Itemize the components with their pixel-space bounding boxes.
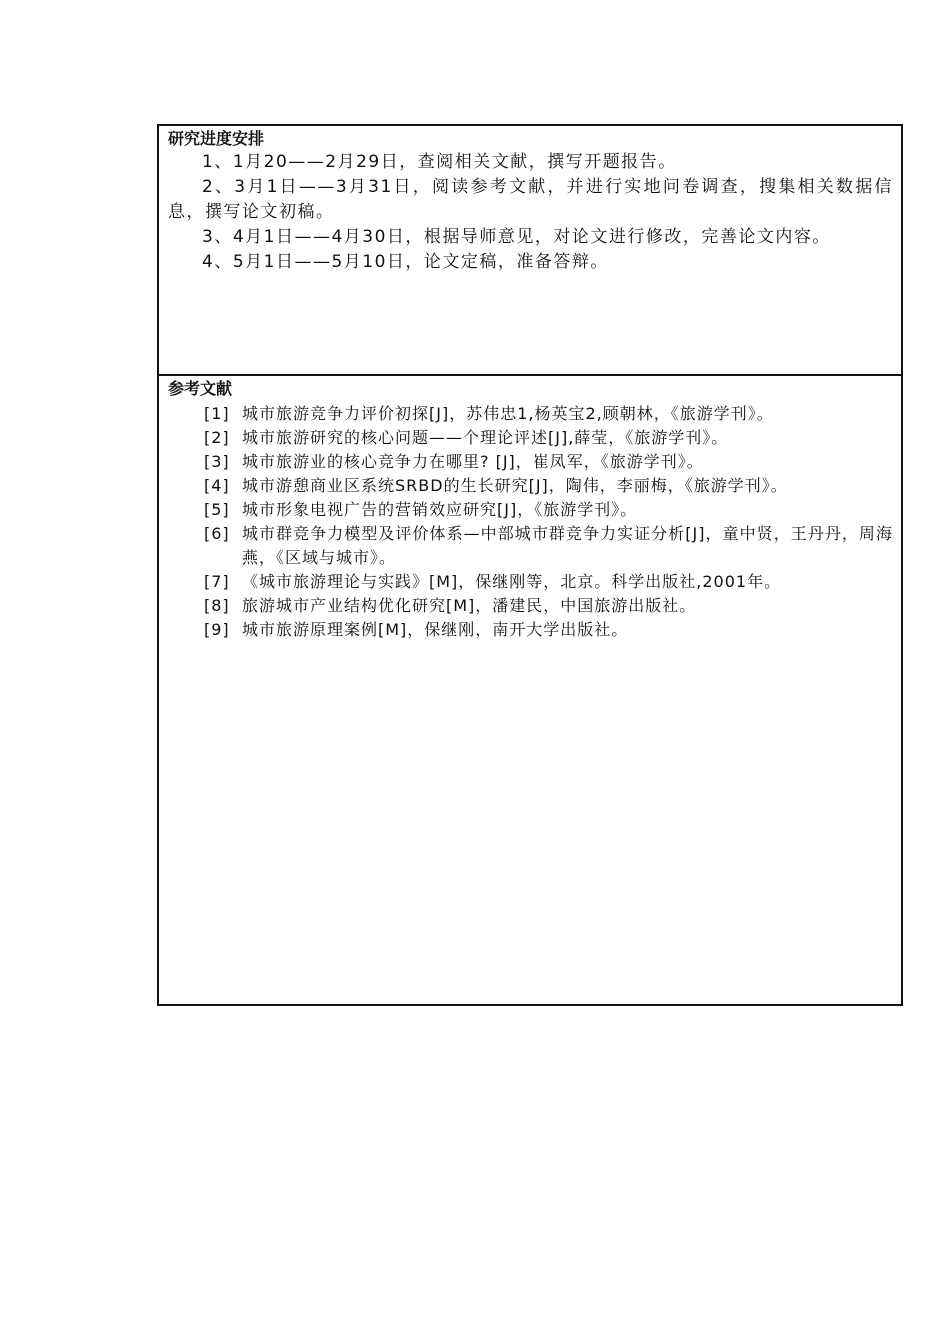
reference-text: 旅游城市产业结构优化研究[M]，潘建民，中国旅游出版社。 [242,596,697,615]
reference-number: [1] [204,404,230,423]
reference-text: 城市游憩商业区系统SRBD的生长研究[J]，陶伟，李丽梅，《旅游学刊》。 [242,476,788,495]
schedule-title: 研究进度安排 [168,129,265,148]
references-title: 参考文献 [168,379,233,398]
reference-text: 城市旅游原理案例[M]，保继刚，南开大学出版社。 [242,620,629,639]
schedule-section [159,126,901,376]
reference-number: [3] [204,452,230,471]
reference-text: 《城市旅游理论与实践》[M]，保继刚等，北京。科学出版社,2001年。 [242,572,782,591]
reference-item [168,474,893,498]
reference-item [168,402,893,426]
reference-text: 城市旅游竞争力评价初探[J]，苏伟忠1,杨英宝2,顾朝林，《旅游学刊》。 [242,404,774,423]
document-table [157,124,903,1006]
reference-number: [8] [204,596,230,615]
reference-item [168,450,893,474]
reference-text: 城市旅游业的核心竞争力在哪里? [J]，崔凤军，《旅游学刊》。 [242,452,704,471]
references-section [159,376,901,1004]
reference-number: [2] [204,428,230,447]
schedule-item: 4、5月1日——5月10日，论文定稿，准备答辩。 [202,252,609,272]
reference-item [168,498,893,522]
reference-number: [6] [204,524,230,543]
reference-number: [4] [204,476,230,495]
reference-item [168,426,893,450]
schedule-item: 1、1月20——2月29日，查阅相关文献，撰写开题报告。 [202,152,677,172]
schedule-item: 3、4月1日——4月30日，根据导师意见，对论文进行修改，完善论文内容。 [202,227,831,247]
reference-text: 城市旅游研究的核心问题——个理论评述[J],薛莹，《旅游学刊》。 [242,428,729,447]
reference-number: [9] [204,620,230,639]
reference-number: [7] [204,572,230,591]
reference-item [168,522,893,570]
reference-number: [5] [204,500,230,519]
reference-item [168,618,893,642]
reference-text: 城市群竞争力模型及评价体系—中部城市群竞争力实证分析[J]，童中贤，王丹丹，周海燕，《区域与城市》。 [242,524,893,567]
reference-text: 城市形象电视广告的营销效应研究[J]，《旅游学刊》。 [242,500,638,519]
reference-item [168,594,893,618]
reference-list [168,402,893,642]
reference-item [168,570,893,594]
schedule-item: 2、3月1日——3月31日，阅读参考文献，并进行实地问卷调查，搜集相关数据信息，撰写论文初稿。 [168,177,893,222]
